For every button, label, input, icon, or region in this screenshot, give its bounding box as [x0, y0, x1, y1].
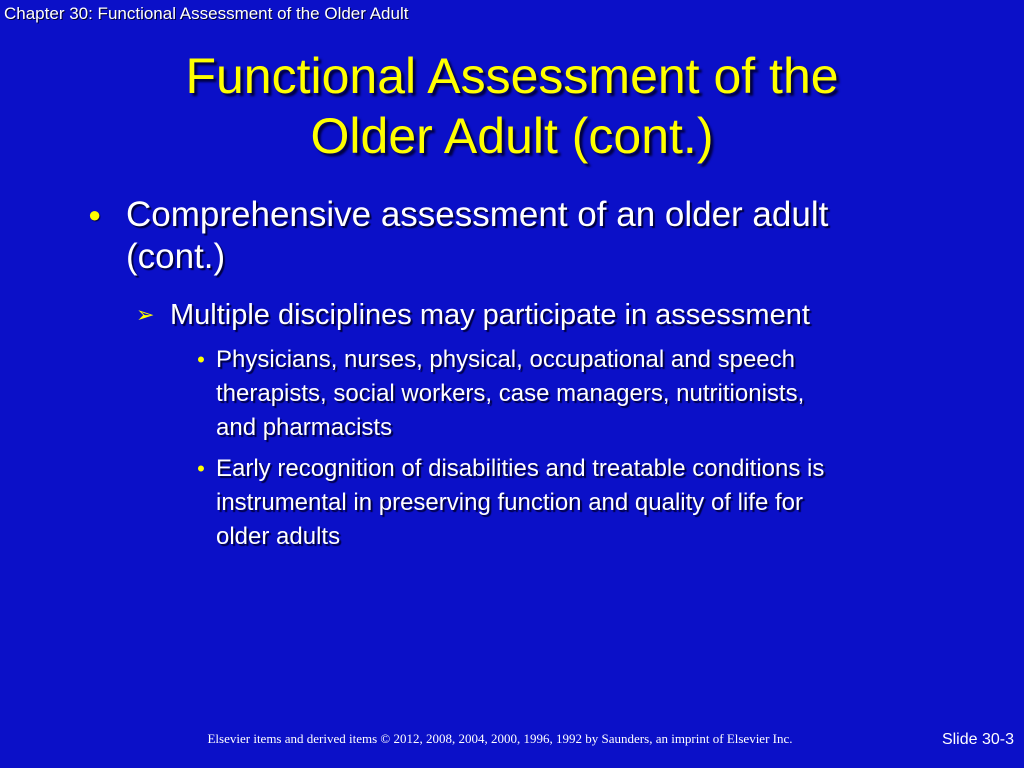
- slide-title: [0, 46, 1024, 166]
- bullet-level-3-disciplines: [186, 343, 946, 445]
- slide-title-line-1: Functional Assessment of the: [185, 48, 839, 104]
- dot-bullet-icon: •: [197, 347, 205, 372]
- bullet-line: Physicians, nurses, physical, occupational and speech: [216, 346, 795, 373]
- round-bullet-icon: ●: [88, 202, 102, 227]
- bullet-line: Early recognition of disabilities and treatable conditions is: [216, 455, 825, 482]
- bullet-level-3-text: [216, 452, 824, 554]
- slide-number: Slide 30-3: [941, 731, 1014, 748]
- bullet-level-3-early-recognition: [186, 452, 946, 554]
- bullet-level-1: [88, 194, 958, 278]
- bullet-level-3-text: [216, 343, 804, 445]
- bullet-line: instrumental in preserving function and quality of life for: [216, 489, 803, 516]
- bullet-line: and pharmacists: [216, 414, 393, 441]
- bullet-line: older adults: [216, 523, 341, 550]
- slide-title-line-2: Older Adult (cont.): [310, 108, 714, 164]
- bullet-line: therapists, social workers, case managers, nutritionists,: [216, 380, 805, 407]
- chapter-header: Chapter 30: Functional Assessment of the Older Adult: [4, 4, 409, 23]
- bullet-level-1-text: [126, 194, 828, 278]
- footer-copyright: Elsevier items and derived items © 2012, 2008, 2004, 2000, 1996, 1992 by Saunders, an imprint of Elsevier Inc.: [207, 731, 793, 746]
- bullet-level-2: [136, 296, 976, 334]
- bullet-level-2-text: Multiple disciplines may participate in assessment: [170, 299, 810, 331]
- arrow-bullet-icon: ➢: [136, 302, 155, 327]
- bullet-level-1-line-1: Comprehensive assessment of an older adult: [126, 195, 829, 234]
- bullet-level-1-line-2: (cont.): [126, 237, 226, 276]
- dot-bullet-icon: •: [197, 456, 205, 481]
